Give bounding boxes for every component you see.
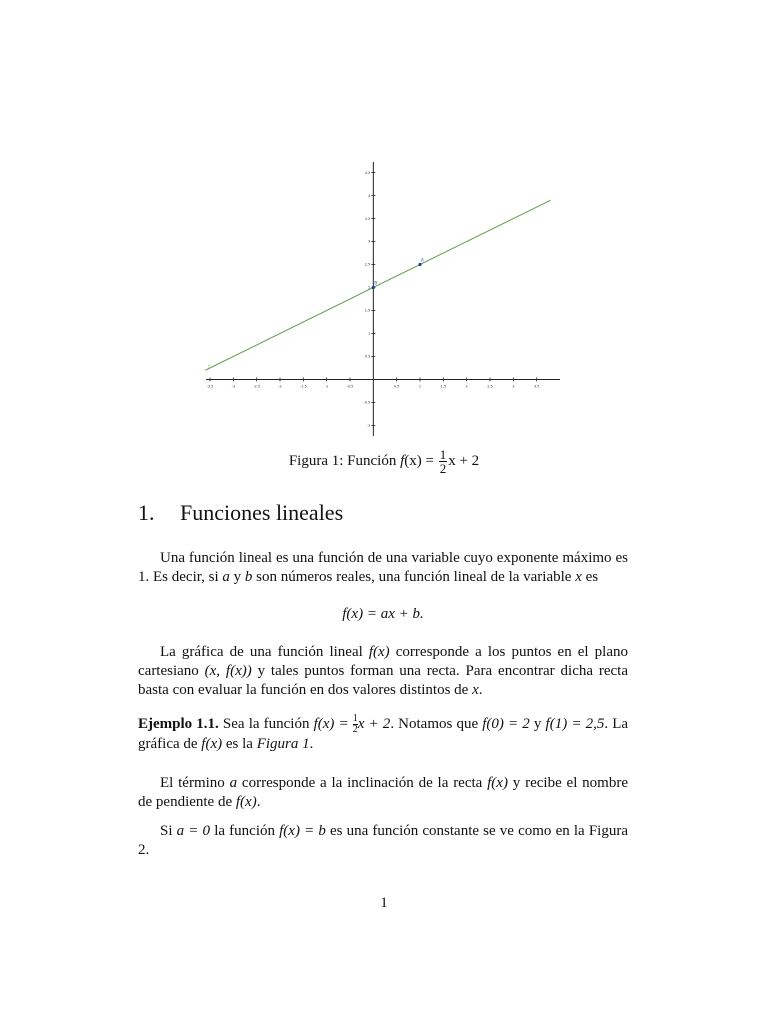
p3-text-d: . <box>256 794 261 810</box>
example-f1: f(1) = 2,5 <box>545 715 605 732</box>
example-fx2: f(x) <box>201 736 223 752</box>
section-title: Funciones lineales <box>180 500 344 525</box>
line-label: f <box>208 364 210 370</box>
x-tick-label: -0.5 <box>346 384 354 389</box>
y-tick-label: 2 <box>368 285 371 290</box>
p3-fx: f(x) <box>487 775 508 791</box>
paragraph-slope <box>138 774 628 812</box>
example-f0: f(0) = 2 <box>482 715 530 732</box>
p2-text-c: y tales puntos forman una recta. Para encontrar dicha recta basta con evaluar la función en dos valores distintos de <box>138 663 628 698</box>
example-text-d: . La gráfica de <box>138 715 629 752</box>
x-tick-label: 0.5 <box>393 384 400 389</box>
p1-var-b: b <box>244 569 253 585</box>
p4-fx-b: f(x) = b <box>279 823 326 839</box>
section-heading <box>138 500 343 526</box>
p3-var-a: a <box>229 775 238 791</box>
x-tick-label: 3 <box>512 384 515 389</box>
p1-var-x: x <box>575 569 582 585</box>
y-tick-label: 0.5 <box>364 354 371 359</box>
p1-text-a: Una función lineal es una función de una variable cuyo exponente máximo es 1. Es decir, si <box>138 550 628 585</box>
y-tick-label: -0.5 <box>363 400 371 405</box>
p2-text-d: . <box>478 682 483 698</box>
x-tick-label: 2.5 <box>487 384 493 389</box>
p2-text-b: corresponde a los puntos en el plano cartesiano <box>138 644 628 679</box>
section-number: 1. <box>138 500 155 525</box>
p2-fx: f(x) <box>368 644 390 660</box>
y-tick-label: 1.5 <box>364 308 371 313</box>
x-tick-label: 1 <box>418 384 422 389</box>
p4-text-b: la función <box>210 823 280 839</box>
example-text-b: . Notamos que <box>390 715 483 732</box>
x-tick-label: -2.5 <box>253 384 261 389</box>
example-denominator: 2 <box>352 724 358 735</box>
point-a <box>418 263 421 266</box>
example-text-a: Sea la función <box>218 715 314 732</box>
paragraph-definition <box>138 549 628 587</box>
p2-var-x: x <box>472 682 479 698</box>
y-tick-label: 4 <box>368 193 371 198</box>
caption-prefix: Figura 1: Función <box>288 452 401 469</box>
caption-denominator: 2 <box>439 461 447 476</box>
p3-text-c: y recibe el nombre de pendiente de <box>138 775 628 810</box>
x-tick-label: -3 <box>231 384 236 389</box>
example-text-c: y <box>529 715 546 732</box>
example-numerator: 1 <box>352 713 358 724</box>
example-paragraph <box>138 714 628 754</box>
p4-a-zero: a = 0 <box>176 823 211 839</box>
p3-fx2: f(x) <box>235 794 257 810</box>
x-tick-label: -3.5 <box>206 384 214 389</box>
example-text-e: es la <box>222 736 257 752</box>
example-text-f: . <box>309 736 314 752</box>
p2-pair: (x, f(x)) <box>204 663 252 679</box>
p2-text-a: La gráfica de una función lineal <box>160 644 369 660</box>
caption-f: f <box>400 452 405 469</box>
p1-text-c: son números reales, una función lineal de la variable <box>252 569 576 585</box>
point-b <box>372 286 375 289</box>
caption-numerator: 1 <box>439 447 447 462</box>
point-label: A <box>421 257 424 263</box>
x-tick-label: -1 <box>324 384 329 389</box>
example-label: Ejemplo 1.1. <box>138 715 219 732</box>
function-line <box>205 200 550 370</box>
p1-text-b: y <box>229 569 245 585</box>
equation-text: f(x) = ax + b. <box>342 606 424 622</box>
p3-text-b: corresponde a la inclinación de la recta <box>237 775 488 791</box>
x-tick-label: 2 <box>465 384 468 389</box>
y-tick-label: 4.5 <box>364 170 371 175</box>
caption-tail: x + 2 <box>448 452 480 469</box>
example-figure-ref: Figura 1 <box>256 736 310 752</box>
y-tick-label: -1 <box>366 423 371 428</box>
y-tick-label: 3.5 <box>364 216 371 221</box>
paragraph-graph <box>138 643 628 700</box>
p4-text-c: es una función constante se ve como en la Figura 2. <box>138 823 628 858</box>
figure-caption <box>0 448 768 475</box>
p1-text-d: es <box>581 569 599 585</box>
function-plot <box>200 158 570 440</box>
example-fx: f(x) = <box>313 715 353 732</box>
p4-text-a: Si <box>160 823 177 839</box>
y-tick-label: 3 <box>368 239 371 244</box>
x-tick-label: 3.5 <box>533 384 540 389</box>
x-tick-label: 1.5 <box>440 384 447 389</box>
p1-var-a: a <box>222 569 230 585</box>
caption-paren: (x) = <box>404 452 438 469</box>
x-tick-label: -2 <box>278 384 282 389</box>
x-tick-label: -1.5 <box>299 384 307 389</box>
y-tick-label: 1 <box>368 331 371 336</box>
caption-fraction <box>439 448 448 475</box>
y-tick-label: 2.5 <box>364 262 371 267</box>
display-equation <box>138 606 628 623</box>
example-fx-tail: x + 2 <box>357 715 391 732</box>
point-label: B <box>374 280 378 286</box>
page-number: 1 <box>380 895 388 911</box>
p3-text-a: El término <box>160 775 230 791</box>
paragraph-constant <box>138 822 628 860</box>
